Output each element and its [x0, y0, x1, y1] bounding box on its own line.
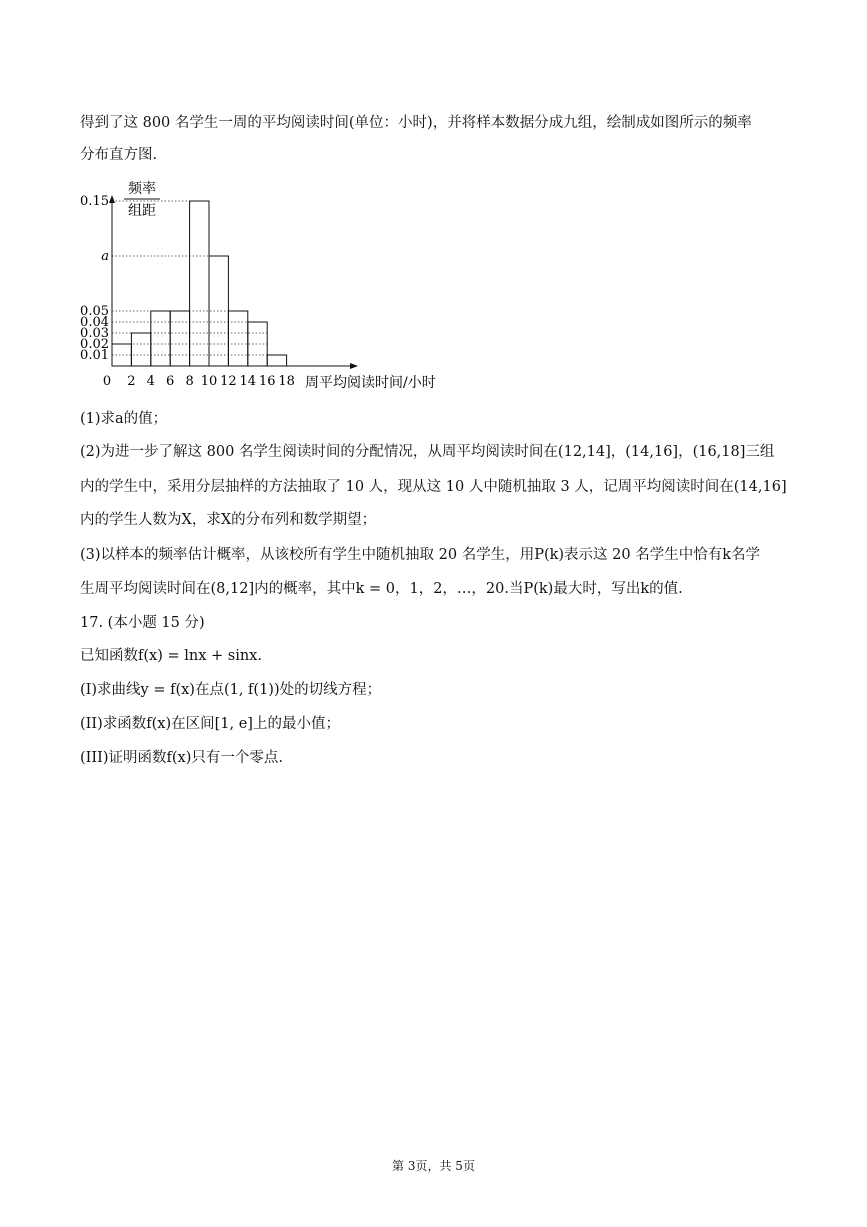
- question-17-part-3: (III)证明函数f(x)只有一个零点.: [80, 750, 283, 766]
- question-3-line-2: 生周平均阅读时间在(8,12]内的概率，其中k = 0，1，2，…，20.当P(k)最大时，写出k的值.: [80, 581, 683, 597]
- question-3-line-1: (3)以样本的频率估计概率，从该校所有学生中随机抽取 20 名学生，用P(k)表示这 20 名学生中恰有k名学: [80, 547, 761, 563]
- y-tick-label: 0.02: [80, 337, 109, 352]
- question-2-line-1: (2)为进一步了解这 800 名学生阅读时间的分配情况，从周平均阅读时间在(12,14]，(14,16]，(16,18]三组: [80, 444, 775, 460]
- question-2-line-2: 内的学生中，采用分层抽样的方法抽取了 10 人，现从这 10 人中随机抽取 3 人，记周平均阅读时间在(14,16]: [80, 479, 787, 495]
- x-tick-label: 18: [278, 374, 295, 389]
- question-17-stem: 已知函数f(x) = lnx + sinx.: [80, 648, 262, 664]
- x-tick-label: 4: [146, 374, 155, 389]
- histogram-bar: [151, 311, 170, 366]
- histogram-bar: [228, 311, 247, 366]
- histogram-bar: [248, 322, 267, 366]
- intro-line-2: 分布直方图.: [80, 147, 158, 163]
- y-axis-arrow: [109, 195, 115, 203]
- x-tick-label: 8: [185, 374, 194, 389]
- histogram-bar: [190, 201, 209, 366]
- frequency-histogram: [80, 175, 480, 395]
- y-tick-label: 0.05: [80, 304, 109, 319]
- question-17-part-2: (II)求函数f(x)在区间[1, e]上的最小值；: [80, 716, 340, 732]
- x-axis-label: 周平均阅读时间/小时: [305, 375, 436, 391]
- y-tick-label: a: [101, 249, 109, 264]
- x-tick-label: 12: [220, 374, 237, 389]
- histogram-bar: [112, 344, 131, 366]
- x-axis-arrow: [350, 363, 358, 369]
- histogram-bar: [170, 311, 189, 366]
- x-tick-label: 6: [166, 374, 175, 389]
- question-1: (1)求a的值；: [80, 411, 168, 427]
- x-tick-label: 16: [258, 374, 276, 389]
- x-tick-label: 2: [127, 374, 136, 389]
- question-2-line-3: 内的学生人数为X，求X的分布列和数学期望；: [80, 512, 377, 528]
- intro-line-1: 得到了这 800 名学生一周的平均阅读时间(单位：小时)，并将样本数据分成九组，绘制成如图所示的频率: [80, 115, 752, 131]
- histogram-bar: [267, 355, 286, 366]
- question-17-part-1: (I)求曲线y = f(x)在点(1, f(1))处的切线方程；: [80, 682, 382, 698]
- question-17-title: 17. (本小题 15 分): [80, 615, 205, 631]
- histogram-bar: [131, 333, 150, 366]
- x-tick-label: 0: [102, 374, 112, 389]
- page-footer: 第 3页，共 5页: [392, 1159, 475, 1173]
- y-tick-label: 0.15: [80, 194, 109, 209]
- y-tick-label: 0.03: [80, 326, 109, 341]
- y-axis-label-bottom: 组距: [128, 203, 156, 219]
- x-tick-label: 10: [200, 374, 218, 389]
- x-tick-label: 14: [239, 374, 257, 389]
- y-tick-label: 0.04: [80, 315, 109, 330]
- y-axis-label-top: 频率: [128, 181, 156, 197]
- y-tick-label: 0.01: [80, 348, 109, 363]
